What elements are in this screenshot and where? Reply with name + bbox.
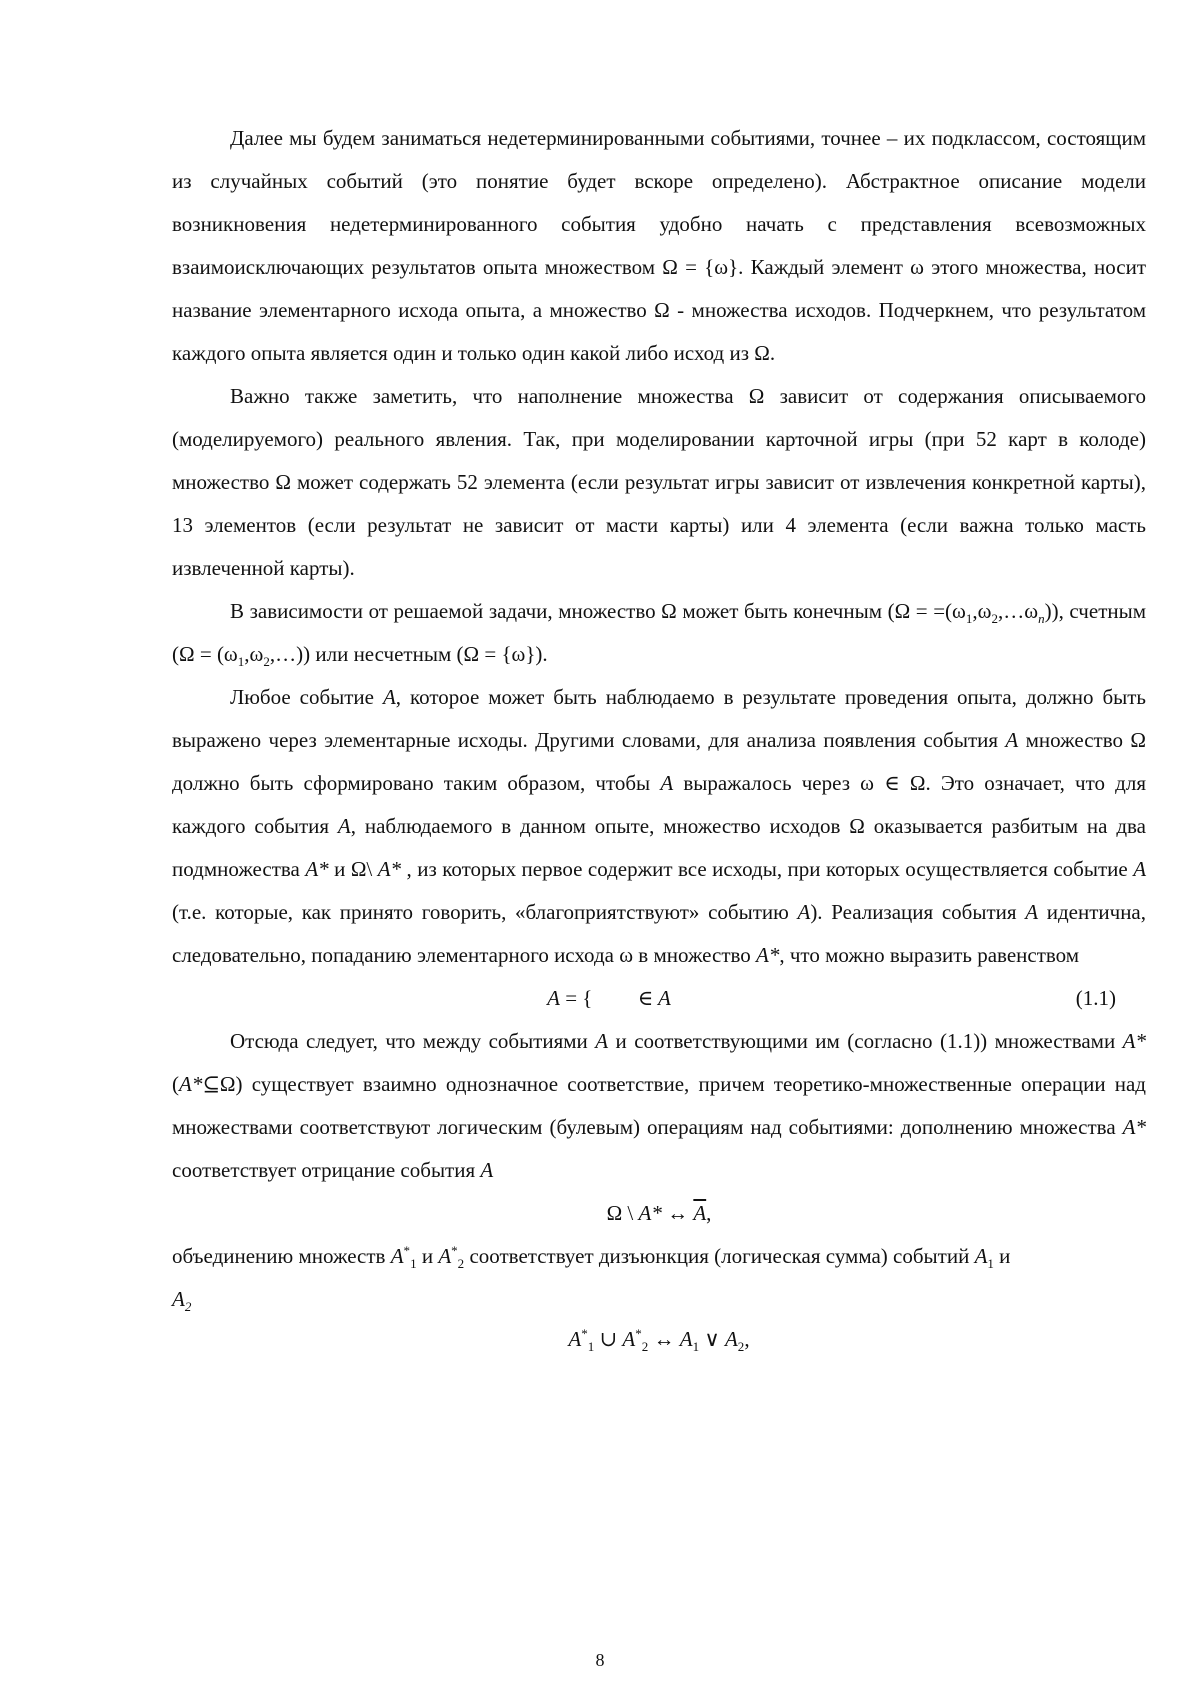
body-text xyxy=(172,117,1146,1361)
f3-a1: A xyxy=(568,1327,582,1351)
inl-sup2: * xyxy=(451,1243,458,1258)
formula-complement xyxy=(172,1192,1146,1235)
inl-ev1: A xyxy=(974,1244,988,1268)
p3-sub-1: 1 xyxy=(965,611,973,627)
p5-a2: A* xyxy=(1122,1029,1146,1053)
f3-bsub1: 1 xyxy=(692,1339,700,1355)
paragraph-2: Важно также заметить, что наполнение множества Ω зависит от содержания описываемого (моделируемого) реального явления. Так, при моделировании карточной игры (при 52 карт в колоде) множество Ω может содержать 52 элемента (если результат игры зависит от извлечения конкретной карты), 13 элементов (если результат не зависит от масти карты) или 4 элемента (если важна только масть извлеченной карты). xyxy=(172,384,1146,580)
p4-t10: идентична, следовательно, попаданию элементарного исхода ω в множество xyxy=(172,900,1147,967)
p4-t2: , которое может быть наблюдаемо в результате проведения опыта, должно быть выражено через элементарные исходы. Другими словами, для анализа появления события xyxy=(172,685,1146,752)
f3-cup: ∪ xyxy=(594,1327,623,1351)
inl-ev2: A xyxy=(172,1287,185,1311)
p3-sub-4: 2 xyxy=(263,654,270,670)
page-number: 8 xyxy=(595,1650,605,1670)
f3-or: ∨ xyxy=(699,1327,725,1351)
f2-arrow: ↔ xyxy=(661,1201,694,1225)
f2-post: , xyxy=(706,1201,712,1225)
inl-ev2-line xyxy=(172,1278,1146,1318)
p4-t9: ). Реализация события xyxy=(810,900,1026,924)
inl-a1: A xyxy=(390,1244,404,1268)
p5-t1: Отсюда следует, что между событиями xyxy=(230,1029,596,1053)
f3-bsub2: 2 xyxy=(737,1339,745,1355)
p5-a3: A* xyxy=(179,1072,203,1096)
f3-post: , xyxy=(744,1327,750,1351)
p3-sub-n-italic: n xyxy=(1038,611,1045,627)
p5-t5: соответствует отрицание события xyxy=(172,1158,481,1182)
p4-a10: A* xyxy=(756,943,780,967)
p4-t1: Любое событие xyxy=(230,685,383,709)
f2-pre: Ω \ xyxy=(606,1201,639,1225)
p4-a1: A xyxy=(382,685,396,709)
p4-a9: A xyxy=(1025,900,1039,924)
p4-t3: множество Ω должно быть сформировано таким образом, чтобы xyxy=(172,728,1146,795)
p6-t2: соответствует дизъюнкция (логическая сумма) событий xyxy=(464,1244,975,1268)
p6-t1: объединению множеств xyxy=(172,1244,391,1268)
p4-a5: A* xyxy=(305,857,329,881)
f2-a: A* xyxy=(638,1201,662,1225)
p3-text-d: )), счетным (Ω = (ω xyxy=(172,599,1147,666)
p3-text-b: ,ω xyxy=(972,599,992,623)
inl-sup1: * xyxy=(403,1243,411,1258)
p4-t7: , из которых первое содержит все исходы, при которых осуществляется событие xyxy=(401,857,1134,881)
f3-sup2: * xyxy=(635,1326,642,1341)
p4-t6: и Ω\ xyxy=(328,857,378,881)
p4-t4: выражалось через ω ∈ Ω. Это означает, что для каждого события xyxy=(172,771,1146,838)
p4-t8: (т.е. которые, как принято говорить, «благоприятствуют» событию xyxy=(172,900,798,924)
f3-sub2: 2 xyxy=(641,1339,649,1355)
f3-sub1: 1 xyxy=(587,1339,595,1355)
inl-sub1: 1 xyxy=(410,1256,417,1272)
f1-eq: = { xyxy=(559,986,598,1010)
p6-t3: и xyxy=(993,1244,1011,1268)
p4-a7: A xyxy=(1133,857,1147,881)
p3-text-a: В зависимости от решаемой задачи, множество Ω может быть конечным (Ω = =(ω xyxy=(230,599,966,623)
p5-t2: и соответствующими им (согласно (1.1)) множествами xyxy=(608,1029,1123,1053)
p5-t4: ⊆Ω) существует взаимно однозначное соответствие, причем теоретико-множественные операции над множествами соответствуют логическим (булевым) операциям над событиями: дополнению множества xyxy=(172,1072,1146,1139)
p3-text-f: ,…)) или несчетным (Ω = {ω}). xyxy=(269,642,548,666)
f3-b1: A xyxy=(679,1327,693,1351)
formula-complement-body xyxy=(172,1192,1146,1235)
p4-a8: A xyxy=(797,900,811,924)
p4-a4: A xyxy=(337,814,351,838)
p4-a2: A xyxy=(1005,728,1019,752)
p4-a3: A xyxy=(660,771,674,795)
paragraph-6 xyxy=(172,1235,1146,1278)
paragraph-4 xyxy=(172,676,1146,977)
formula-union xyxy=(172,1318,1146,1361)
f3-b2: A xyxy=(724,1327,738,1351)
formula-number: (1.1) xyxy=(1075,986,1116,1010)
p4-t11: , что можно выразить равенством xyxy=(779,943,1080,967)
inl-a2: A xyxy=(438,1244,452,1268)
f2-a-bar: $\overline{A}$ xyxy=(693,1201,707,1225)
p5-a1: A xyxy=(595,1029,609,1053)
f3-sup1: * xyxy=(581,1326,588,1341)
inl-sub2: 2 xyxy=(457,1256,465,1272)
formula-1-1-body xyxy=(72,977,1146,1020)
inl-ev1-sub: 1 xyxy=(987,1256,994,1272)
inl-and: и xyxy=(416,1244,439,1268)
p3-text-c: ,…ω xyxy=(997,599,1039,623)
p5-a5: A xyxy=(480,1158,494,1182)
p4-a6: A* xyxy=(377,857,402,881)
f1-left: A xyxy=(547,986,560,1010)
p5-a4: A* xyxy=(1122,1115,1146,1139)
f3-arrow: ↔ xyxy=(648,1327,680,1351)
formula-union-body xyxy=(172,1318,1146,1361)
p4-t5: , наблюдаемого в данном опыте, множество исходов Ω оказывается разбитым на два подмножества xyxy=(172,814,1146,881)
f1-in: ∈ A xyxy=(637,986,671,1010)
f3-a2: A xyxy=(622,1327,636,1351)
paragraph-3 xyxy=(172,590,1146,676)
p5-t3: ( xyxy=(172,1072,179,1096)
p3-sub-3: 1 xyxy=(237,654,245,670)
inl-ev2-sub: 2 xyxy=(184,1299,192,1315)
formula-1-1 xyxy=(172,977,1146,1020)
paragraph-5 xyxy=(172,1020,1146,1192)
p3-text-e: ,ω xyxy=(244,642,264,666)
paragraph-1: Далее мы будем заниматься недетерминированными событиями, точнее – их подклассом, состоящим из случайных событий (это понятие будет вскоре определено). Абстрактное описание модели возникновения недетерминированного события удобно начать с представления всевозможных взаимоисключающих результатов опыта множеством Ω = {ω}. Каждый элемент ω этого множества, носит название элементарного исхода опыта, а множество Ω - множества исходов. Подчеркнем, что результатом каждого опыта является один и только один какой либо исход из Ω. xyxy=(172,126,1146,365)
p3-sub-2: 2 xyxy=(991,611,998,627)
